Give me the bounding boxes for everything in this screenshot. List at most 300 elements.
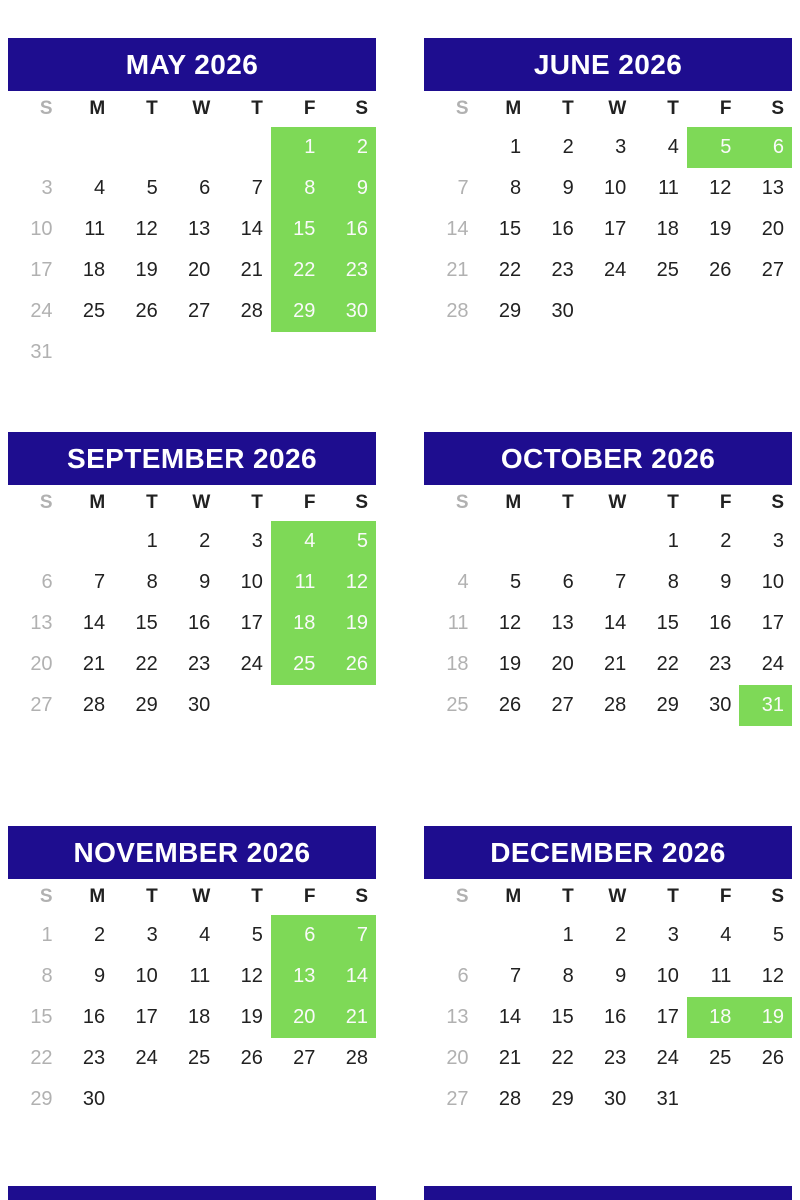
date-cell-may-2026-20: 20 [188,259,211,281]
date-cell-november-2026-9: 9 [94,965,106,987]
date-cell-june-2026-5: 5 [687,127,740,168]
date-cell-december-2026-14: 14 [498,1006,522,1028]
date-cell-december-2026-31: 31 [656,1088,679,1110]
date-cell-november-2026-5: 5 [251,924,263,946]
date-cell-empty [582,726,635,767]
weekday-label: M [505,492,522,513]
date-cell-may-2026-26: 26 [135,300,158,322]
date-cell-november-2026-3: 3 [146,924,158,946]
date-cell-may-2026-29: 29 [271,291,324,332]
date-cell-september-2026-14: 14 [82,612,106,634]
date-cell-june-2026-3: 3 [615,136,627,158]
date-cell-november-2026-11: 11 [189,965,211,987]
weekday-label: M [89,492,106,513]
date-cell-october-2026-18: 18 [446,653,469,675]
month-header-bar [424,38,792,91]
date-cell-november-2026-20: 20 [271,997,324,1038]
date-cell-november-2026-30: 30 [82,1088,106,1110]
date-cell-november-2026-14: 14 [323,956,376,997]
date-cell-may-2026-5: 5 [146,177,158,199]
date-cell-empty [529,332,582,373]
date-cell-may-2026-13: 13 [188,218,211,240]
weekday-label: S [39,98,53,119]
date-cell-october-2026-14: 14 [604,612,627,634]
date-cell-may-2026-8: 8 [271,168,324,209]
date-cell-december-2026-19: 19 [739,997,792,1038]
date-cell-empty [61,1120,114,1161]
date-cell-empty [529,1120,582,1161]
date-cell-november-2026-19: 19 [240,1006,263,1028]
month-title: NOVEMBER 2026 [73,836,311,868]
date-cell-empty [8,127,61,168]
date-cell-may-2026-25: 25 [82,300,106,322]
date-cell-empty [113,1120,166,1161]
next-month-header-edge-left [8,1186,376,1200]
date-cell-december-2026-20: 20 [446,1047,469,1069]
date-cell-empty [218,1079,271,1120]
date-cell-september-2026-27: 27 [30,694,53,716]
date-cell-october-2026-2: 2 [720,530,732,552]
date-cell-empty [739,291,792,332]
weekday-label: W [192,886,211,907]
date-cell-may-2026-17: 17 [30,259,53,281]
date-cell-september-2026-12: 12 [323,562,376,603]
date-cell-may-2026-31: 31 [30,341,53,363]
date-cell-empty [582,332,635,373]
date-cell-october-2026-31: 31 [739,685,792,726]
date-cell-december-2026-9: 9 [615,965,627,987]
date-cell-november-2026-23: 23 [82,1047,106,1069]
weekday-label: T [562,886,574,907]
date-cell-december-2026-23: 23 [604,1047,627,1069]
date-cell-june-2026-4: 4 [667,136,679,158]
month-october-2026 [424,432,792,767]
date-cell-empty [166,726,219,767]
dates-grid [424,915,792,1161]
date-cell-september-2026-29: 29 [135,694,158,716]
date-cell-october-2026-9: 9 [720,571,732,593]
date-cell-september-2026-1: 1 [146,530,158,552]
date-cell-june-2026-17: 17 [604,218,627,240]
date-cell-november-2026-2: 2 [94,924,106,946]
date-cell-december-2026-22: 22 [551,1047,574,1069]
date-cell-june-2026-12: 12 [709,177,732,199]
weekday-label: S [771,98,784,119]
date-cell-november-2026-28: 28 [345,1047,368,1069]
weekday-label: F [303,98,316,119]
date-cell-september-2026-23: 23 [188,653,211,675]
date-cell-october-2026-12: 12 [498,612,522,634]
date-cell-june-2026-14: 14 [446,218,469,240]
weekday-label: S [455,98,469,119]
date-cell-june-2026-24: 24 [604,259,627,281]
date-cell-september-2026-10: 10 [240,571,263,593]
date-cell-september-2026-28: 28 [82,694,106,716]
date-cell-december-2026-30: 30 [604,1088,627,1110]
date-cell-empty [271,1120,324,1161]
weekday-label: M [89,98,106,119]
date-cell-october-2026-16: 16 [709,612,732,634]
date-cell-november-2026-6: 6 [271,915,324,956]
date-cell-empty [477,915,530,956]
date-cell-december-2026-27: 27 [446,1088,469,1110]
date-cell-september-2026-25: 25 [271,644,324,685]
date-cell-september-2026-6: 6 [41,571,53,593]
date-cell-empty [477,521,530,562]
date-cell-november-2026-22: 22 [30,1047,53,1069]
month-header-bar [8,432,376,485]
date-cell-june-2026-2: 2 [562,136,574,158]
date-cell-may-2026-19: 19 [135,259,158,281]
date-cell-september-2026-21: 21 [82,653,106,675]
date-cell-may-2026-24: 24 [30,300,53,322]
date-cell-september-2026-18: 18 [271,603,324,644]
date-cell-october-2026-30: 30 [709,694,732,716]
date-cell-empty [529,726,582,767]
date-cell-june-2026-21: 21 [446,259,469,281]
dates-grid [8,127,376,373]
date-cell-may-2026-7: 7 [251,177,263,199]
date-cell-december-2026-29: 29 [551,1088,574,1110]
date-cell-empty [529,521,582,562]
date-cell-november-2026-16: 16 [82,1006,106,1028]
date-cell-october-2026-23: 23 [709,653,732,675]
date-cell-september-2026-3: 3 [251,530,263,552]
weekday-label: T [146,886,158,907]
weekday-label: S [39,492,53,513]
date-cell-june-2026-27: 27 [761,259,784,281]
weekday-label: F [303,886,316,907]
date-cell-empty [739,1120,792,1161]
dates-grid [424,127,792,373]
date-cell-september-2026-13: 13 [30,612,53,634]
date-cell-empty [218,726,271,767]
weekday-header-row [8,485,376,521]
weekday-label: T [146,492,158,513]
date-cell-empty [61,521,114,562]
date-cell-december-2026-3: 3 [667,924,679,946]
date-cell-november-2026-8: 8 [41,965,53,987]
date-cell-november-2026-7: 7 [323,915,376,956]
date-cell-june-2026-7: 7 [457,177,469,199]
date-cell-empty [61,332,114,373]
date-cell-empty [424,915,477,956]
date-cell-november-2026-29: 29 [30,1088,53,1110]
month-june-2026 [424,38,792,373]
date-cell-empty [218,1120,271,1161]
date-cell-december-2026-13: 13 [446,1006,469,1028]
date-cell-september-2026-9: 9 [199,571,211,593]
date-cell-may-2026-30: 30 [323,291,376,332]
date-cell-september-2026-16: 16 [188,612,211,634]
date-cell-empty [323,685,376,726]
date-cell-empty [323,726,376,767]
date-cell-empty [634,726,687,767]
date-cell-october-2026-28: 28 [604,694,627,716]
weekday-label: S [355,98,368,119]
date-cell-june-2026-13: 13 [761,177,784,199]
date-cell-october-2026-11: 11 [447,612,469,634]
date-cell-empty [739,1079,792,1120]
weekday-label: W [192,98,211,119]
weekday-label: M [505,886,522,907]
date-cell-empty [424,521,477,562]
date-cell-june-2026-25: 25 [656,259,679,281]
date-cell-december-2026-16: 16 [604,1006,627,1028]
weekday-label: S [771,886,784,907]
date-cell-empty [271,685,324,726]
weekday-label: W [608,492,627,513]
date-cell-december-2026-25: 25 [709,1047,732,1069]
date-cell-empty [271,332,324,373]
date-cell-june-2026-11: 11 [658,177,679,199]
date-cell-may-2026-11: 11 [84,218,106,240]
month-title: MAY 2026 [125,48,259,80]
weekday-label: T [562,492,574,513]
date-cell-december-2026-1: 1 [562,924,574,946]
weekday-label: T [146,98,158,119]
date-cell-october-2026-1: 1 [667,530,679,552]
date-cell-empty [634,291,687,332]
date-cell-june-2026-29: 29 [498,300,522,322]
date-cell-october-2026-7: 7 [615,571,627,593]
date-cell-november-2026-15: 15 [30,1006,53,1028]
date-cell-october-2026-25: 25 [446,694,469,716]
date-cell-empty [61,127,114,168]
date-cell-empty [8,726,61,767]
weekday-label: S [771,492,784,513]
date-cell-empty [323,332,376,373]
weekday-label: S [355,492,368,513]
date-cell-november-2026-13: 13 [271,956,324,997]
date-cell-empty [113,726,166,767]
date-cell-empty [166,127,219,168]
month-title: DECEMBER 2026 [490,836,726,868]
month-september-2026 [8,432,376,767]
weekday-header-row [424,91,792,127]
date-cell-september-2026-24: 24 [240,653,263,675]
date-cell-september-2026-11: 11 [271,562,324,603]
weekday-label: T [251,492,263,513]
date-cell-empty [477,1120,530,1161]
date-cell-empty [218,685,271,726]
date-cell-june-2026-6: 6 [739,127,792,168]
date-cell-december-2026-11: 11 [710,965,732,987]
date-cell-june-2026-28: 28 [446,300,469,322]
date-cell-empty [113,1079,166,1120]
date-cell-december-2026-4: 4 [720,924,732,946]
date-cell-empty [166,332,219,373]
weekday-label: T [667,886,679,907]
weekday-label: F [719,886,732,907]
date-cell-june-2026-16: 16 [551,218,574,240]
date-cell-june-2026-23: 23 [551,259,574,281]
date-cell-october-2026-8: 8 [667,571,679,593]
date-cell-empty [218,332,271,373]
date-cell-may-2026-1: 1 [271,127,324,168]
date-cell-june-2026-30: 30 [551,300,574,322]
date-cell-may-2026-10: 10 [30,218,53,240]
date-cell-may-2026-12: 12 [135,218,158,240]
date-cell-empty [424,127,477,168]
date-cell-may-2026-3: 3 [41,177,53,199]
date-cell-september-2026-19: 19 [323,603,376,644]
calendar-grid [8,38,792,1161]
date-cell-empty [634,1120,687,1161]
weekday-label: S [455,492,469,513]
date-cell-empty [323,1079,376,1120]
date-cell-empty [687,291,740,332]
month-november-2026 [8,826,376,1161]
date-cell-october-2026-3: 3 [772,530,784,552]
date-cell-june-2026-10: 10 [604,177,627,199]
date-cell-december-2026-26: 26 [761,1047,784,1069]
date-cell-may-2026-22: 22 [271,250,324,291]
date-cell-empty [113,332,166,373]
date-cell-september-2026-5: 5 [323,521,376,562]
month-header-bar [8,826,376,879]
date-cell-june-2026-9: 9 [562,177,574,199]
date-cell-empty [687,1120,740,1161]
date-cell-empty [8,521,61,562]
date-cell-december-2026-15: 15 [551,1006,574,1028]
weekday-label: W [608,886,627,907]
date-cell-may-2026-21: 21 [240,259,263,281]
date-cell-december-2026-18: 18 [687,997,740,1038]
date-cell-december-2026-24: 24 [656,1047,679,1069]
date-cell-may-2026-9: 9 [323,168,376,209]
weekday-header-row [424,485,792,521]
date-cell-september-2026-17: 17 [240,612,263,634]
date-cell-may-2026-18: 18 [82,259,106,281]
date-cell-empty [8,1120,61,1161]
date-cell-june-2026-19: 19 [709,218,732,240]
date-cell-october-2026-29: 29 [656,694,679,716]
date-cell-december-2026-8: 8 [562,965,574,987]
next-month-header-edge-right [424,1186,792,1200]
date-cell-november-2026-10: 10 [135,965,158,987]
weekday-label: T [667,492,679,513]
weekday-header-row [424,879,792,915]
dates-grid [8,915,376,1161]
weekday-label: W [192,492,211,513]
date-cell-october-2026-21: 21 [604,653,627,675]
date-cell-may-2026-6: 6 [199,177,211,199]
date-cell-september-2026-8: 8 [146,571,158,593]
date-cell-october-2026-22: 22 [656,653,679,675]
date-cell-empty [582,521,635,562]
date-cell-november-2026-25: 25 [188,1047,211,1069]
date-cell-may-2026-14: 14 [240,218,263,240]
date-cell-november-2026-17: 17 [135,1006,158,1028]
date-cell-empty [424,1120,477,1161]
date-cell-june-2026-15: 15 [498,218,522,240]
date-cell-june-2026-22: 22 [498,259,522,281]
date-cell-empty [166,1120,219,1161]
weekday-label: F [303,492,316,513]
weekday-label: M [505,98,522,119]
date-cell-november-2026-27: 27 [293,1047,316,1069]
date-cell-october-2026-15: 15 [656,612,679,634]
date-cell-november-2026-12: 12 [240,965,263,987]
date-cell-october-2026-24: 24 [761,653,784,675]
date-cell-november-2026-18: 18 [188,1006,211,1028]
date-cell-november-2026-4: 4 [199,924,211,946]
date-cell-september-2026-30: 30 [188,694,211,716]
date-cell-october-2026-20: 20 [551,653,574,675]
date-cell-september-2026-7: 7 [94,571,106,593]
date-cell-october-2026-13: 13 [551,612,574,634]
weekday-label: S [355,886,368,907]
date-cell-empty [424,332,477,373]
weekday-label: S [39,886,53,907]
date-cell-november-2026-24: 24 [135,1047,158,1069]
date-cell-empty [323,1120,376,1161]
month-title: JUNE 2026 [533,48,683,80]
date-cell-october-2026-10: 10 [761,571,784,593]
date-cell-june-2026-26: 26 [709,259,732,281]
weekday-label: T [562,98,574,119]
date-cell-december-2026-28: 28 [498,1088,522,1110]
date-cell-december-2026-2: 2 [615,924,627,946]
date-cell-december-2026-7: 7 [510,965,522,987]
date-cell-empty [634,332,687,373]
weekday-label: T [251,886,263,907]
weekday-label: T [251,98,263,119]
weekday-label: M [89,886,106,907]
date-cell-september-2026-2: 2 [199,530,211,552]
date-cell-empty [61,726,114,767]
month-title: SEPTEMBER 2026 [67,442,317,474]
weekday-label: T [667,98,679,119]
weekday-label: S [455,886,469,907]
date-cell-november-2026-26: 26 [240,1047,263,1069]
date-cell-empty [271,1079,324,1120]
date-cell-september-2026-22: 22 [135,653,158,675]
date-cell-may-2026-2: 2 [323,127,376,168]
date-cell-september-2026-26: 26 [323,644,376,685]
date-cell-empty [687,726,740,767]
date-cell-september-2026-4: 4 [271,521,324,562]
date-cell-june-2026-20: 20 [761,218,784,240]
month-december-2026 [424,826,792,1161]
date-cell-empty [739,332,792,373]
date-cell-empty [113,127,166,168]
weekday-header-row [8,879,376,915]
month-header-bar [424,432,792,485]
date-cell-may-2026-28: 28 [240,300,263,322]
month-title: OCTOBER 2026 [500,442,716,474]
date-cell-october-2026-6: 6 [562,571,574,593]
date-cell-empty [477,726,530,767]
date-cell-december-2026-12: 12 [761,965,784,987]
weekday-label: F [719,98,732,119]
month-header-bar [8,38,376,91]
date-cell-empty [424,726,477,767]
date-cell-october-2026-27: 27 [551,694,574,716]
date-cell-may-2026-15: 15 [271,209,324,250]
date-cell-may-2026-16: 16 [323,209,376,250]
date-cell-october-2026-19: 19 [498,653,522,675]
date-cell-empty [687,332,740,373]
weekday-label: F [719,492,732,513]
weekday-label: W [608,98,627,119]
date-cell-empty [582,291,635,332]
date-cell-empty [477,332,530,373]
date-cell-december-2026-17: 17 [656,1006,679,1028]
month-may-2026 [8,38,376,373]
date-cell-empty [582,1120,635,1161]
